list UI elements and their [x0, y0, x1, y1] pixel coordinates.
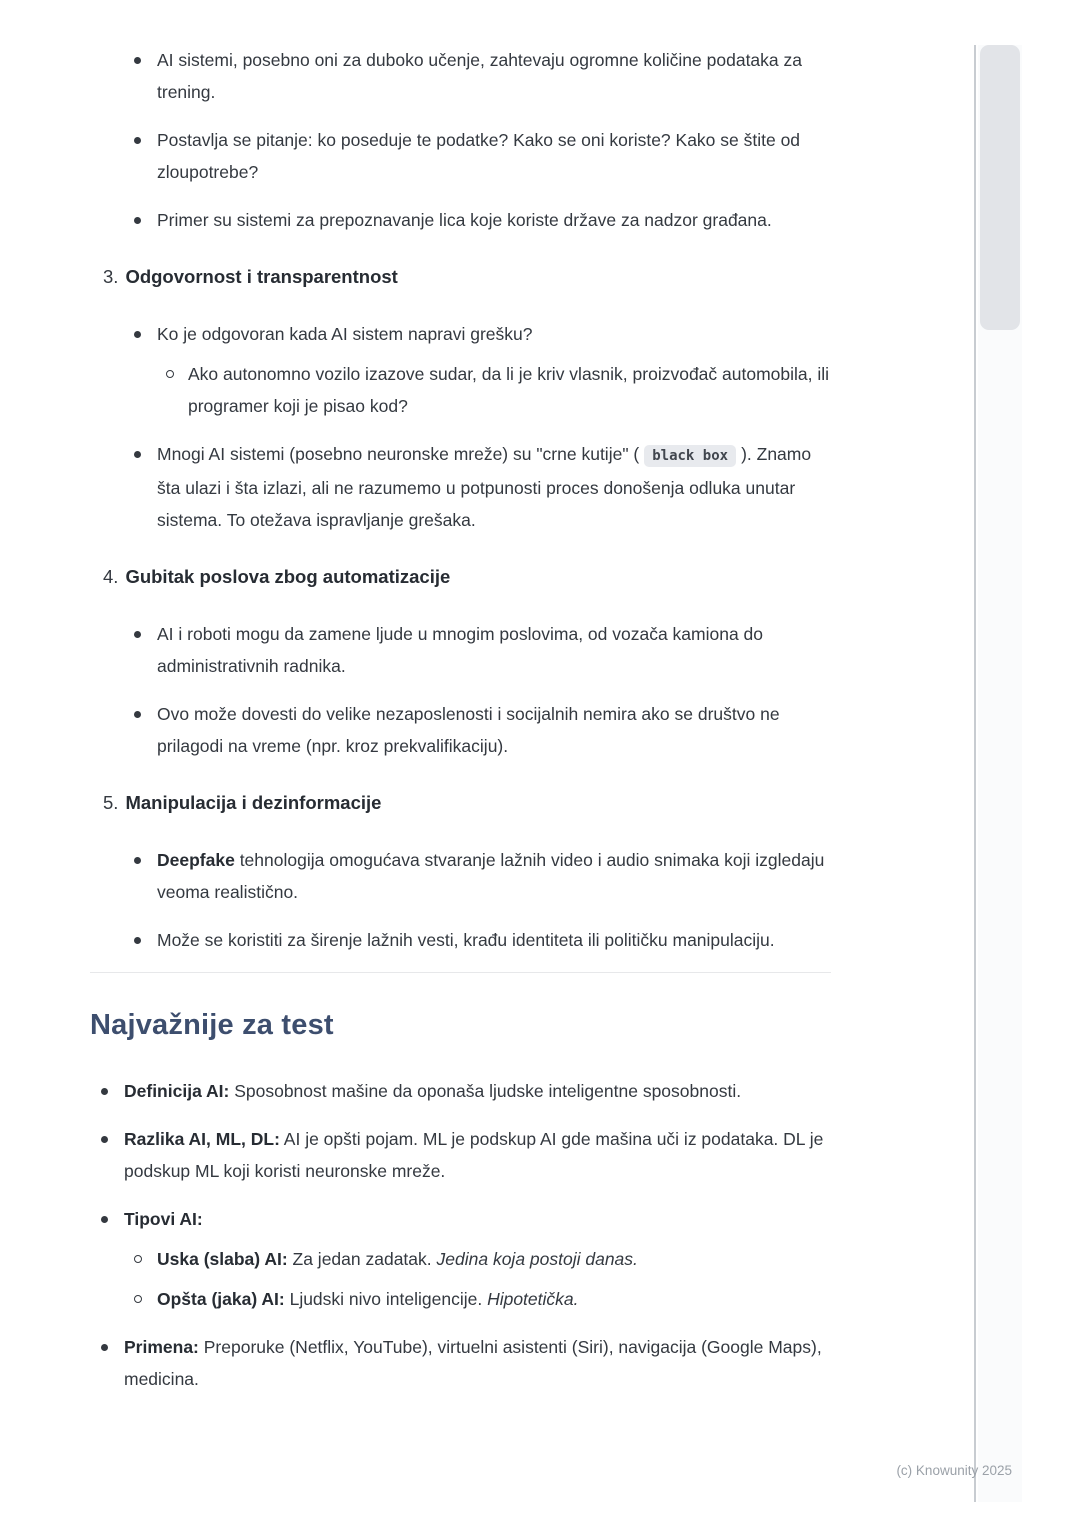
- section-title: Gubitak poslova zbog automatizacije: [125, 566, 451, 587]
- bullet-text: AI i roboti mogu da zamene ljude u mnogim poslovima, od vozača kamiona do administrativnih radnika.: [157, 624, 764, 676]
- section-heading-5: [90, 788, 831, 818]
- bullet-text: ). Znamo šta ulazi i šta izlazi, ali ne razumemo u potpunosti proces donošenja odluka unutar sistema. To otežava ispravljanje grešaka.: [157, 444, 812, 530]
- scrollbar-thumb[interactable]: [980, 45, 1020, 330]
- scrollbar-track[interactable]: [978, 45, 1022, 1502]
- tipovi-sub-list: [124, 1243, 831, 1315]
- bullet-lead: Definicija AI:: [124, 1081, 230, 1101]
- section-number: 3.: [103, 266, 119, 287]
- list-item: [90, 924, 831, 956]
- bullet-lead: Opšta (jaka) AI:: [157, 1289, 285, 1309]
- list-item: [90, 44, 831, 108]
- summary-heading: Najvažnije za test: [90, 1009, 334, 1041]
- section-heading-3: [90, 262, 831, 292]
- intro-bullet-list: [90, 44, 831, 236]
- bullet-text: Ljudski nivo inteligencije.: [284, 1289, 488, 1309]
- bullet-lead: Razlika AI, ML, DL:: [124, 1129, 280, 1149]
- section-number: 4.: [103, 566, 119, 587]
- section-divider: [90, 972, 831, 973]
- copyright-footer: [896, 1462, 1012, 1480]
- list-item: [90, 438, 831, 536]
- bullet-lead: Deepfake: [157, 850, 235, 870]
- section-title: Manipulacija i dezinformacije: [125, 792, 382, 813]
- bullet-text: Sposobnost mašine da oponaša ljudske inteligentne sposobnosti.: [229, 1081, 742, 1101]
- bullet-lead: Primena:: [124, 1337, 199, 1357]
- bullet-text: Ko je odgovoran kada AI sistem napravi grešku?: [157, 324, 533, 344]
- bullet-text: Primer su sistemi za prepoznavanje lica koje koriste države za nadzor građana.: [157, 210, 772, 230]
- bullet-lead: Uska (slaba) AI:: [157, 1249, 288, 1269]
- bullet-italic: Hipotetička.: [487, 1289, 579, 1309]
- list-item: [90, 1203, 831, 1315]
- list-item: [90, 1123, 831, 1187]
- bullet-text: AI je opšti pojam. ML je podskup AI gde mašina uči iz podataka. DL je podskup ML koji koristi neuronske mreže.: [124, 1129, 824, 1181]
- page-edge-divider: [974, 45, 976, 1502]
- section-number: 5.: [103, 792, 119, 813]
- list-item: [90, 1331, 831, 1395]
- bullet-text: AI sistemi, posebno oni za duboko učenje, zahtevaju ogromne količine podataka za trening.: [157, 50, 802, 102]
- sub-list-item: [124, 1243, 831, 1275]
- list-item: [90, 698, 831, 762]
- section-title: Odgovornost i transparentnost: [125, 266, 398, 287]
- sub-list-item: [157, 358, 831, 422]
- bullet-text: Ovo može dovesti do velike nezaposlenosti i socijalnih nemira ako se društvo ne prilagodi na vreme (npr. kroz prekvalifikaciju).: [157, 704, 780, 756]
- bullet-text: Ako autonomno vozilo izazove sudar, da li je kriv vlasnik, proizvođač automobila, ili programer koji je pisao kod?: [188, 364, 830, 416]
- list-item: [90, 318, 831, 422]
- list-item: [90, 844, 831, 908]
- summary-list: [90, 1075, 831, 1395]
- sub-bullet-list: [157, 358, 831, 422]
- inline-code: black box: [644, 445, 736, 467]
- bullet-lead: Tipovi AI:: [124, 1209, 203, 1229]
- bullet-text: Može se koristiti za širenje lažnih vesti, krađu identiteta ili političku manipulaciju.: [157, 930, 775, 950]
- section-heading-4: [90, 562, 831, 592]
- section-4-list: [90, 618, 831, 762]
- list-item: [90, 1075, 831, 1107]
- bullet-text: Postavlja se pitanje: ko poseduje te podatke? Kako se oni koriste? Kako se štite od zloupotrebe?: [157, 130, 801, 182]
- sub-list-item: [124, 1283, 831, 1315]
- bullet-text: Za jedan zadatak.: [287, 1249, 437, 1269]
- list-item: [90, 204, 831, 236]
- bullet-text: Preporuke (Netflix, YouTube), virtuelni asistenti (Siri), navigacija (Google Maps), medicina.: [124, 1337, 822, 1389]
- bullet-italic: Jedina koja postoji danas.: [436, 1249, 638, 1269]
- bullet-text: Mnogi AI sistemi (posebno neuronske mreže) su "crne kutije" (: [157, 444, 640, 464]
- list-item: [90, 618, 831, 682]
- bullet-text: tehnologija omogućava stvaranje lažnih video i audio snimaka koji izgledaju veoma realistično.: [157, 850, 825, 902]
- document-content: [90, 44, 831, 1411]
- section-5-list: [90, 844, 831, 956]
- list-item: [90, 124, 831, 188]
- section-3-list: [90, 318, 831, 536]
- copyright-text: (c) Knowunity 2025: [896, 1463, 1012, 1478]
